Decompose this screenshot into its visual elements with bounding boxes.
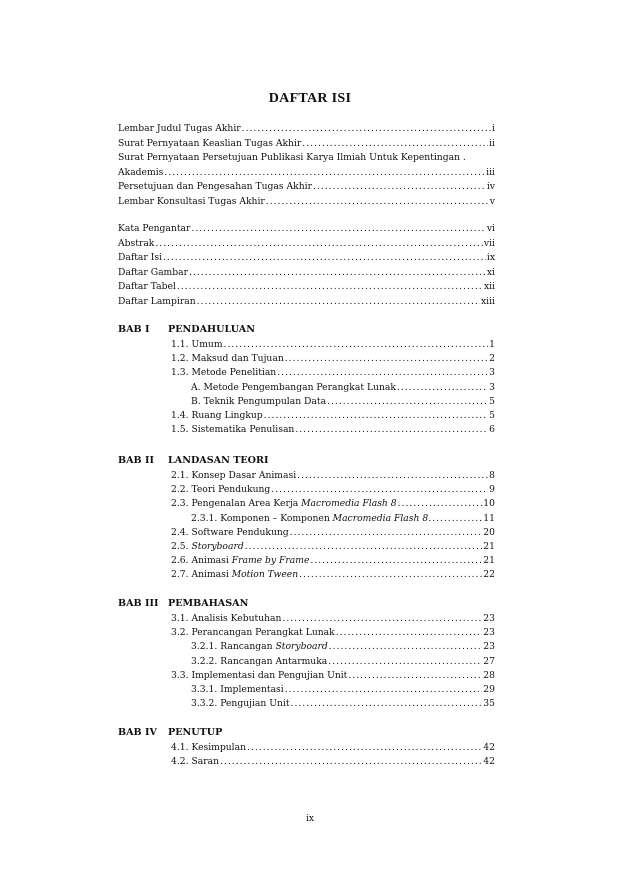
toc-entry <box>118 123 495 135</box>
entry-text-part: Akademis <box>118 166 164 178</box>
entry-page-number: iii <box>486 166 495 178</box>
entry-text-part: 1.1. Umum <box>171 339 223 350</box>
toc-entry <box>118 196 495 208</box>
entry-page-number: v <box>489 196 495 207</box>
leader-dots <box>336 627 483 639</box>
entry-page-number: 42 <box>483 756 495 768</box>
entry-text-suffix: . <box>428 512 432 524</box>
entry-page-number: 21 <box>483 555 495 567</box>
entry-text-part: 2.4. Software Pendukung <box>171 526 289 538</box>
entry-text <box>171 527 289 539</box>
entry-text <box>171 498 397 510</box>
entry-text-part: Daftar Gambar <box>118 266 189 278</box>
toc-entry <box>171 470 495 482</box>
entry-page-number: 8 <box>489 470 495 481</box>
toc-entry <box>171 484 495 496</box>
leader-dots <box>224 339 489 351</box>
toc-entry <box>171 498 495 510</box>
entry-text-part: Lembar Judul Tugas Akhir <box>118 123 241 134</box>
leader-dots <box>310 555 482 567</box>
toc-entry <box>191 684 495 696</box>
entry-text-italic: Macromedia Flash 8 <box>301 498 397 510</box>
entry-page-number: 22 <box>483 569 495 581</box>
leader-dots <box>291 698 483 710</box>
leader-dots <box>397 382 488 394</box>
entry-text-part: B. Teknik Pengumpulan Data <box>191 395 327 407</box>
entry-text <box>118 138 301 150</box>
entry-text-part: Daftar Isi <box>118 252 163 264</box>
leader-dots <box>348 670 482 682</box>
leader-dots <box>271 484 488 496</box>
entry-text <box>118 238 154 250</box>
chapter-heading <box>118 324 255 336</box>
toc-entry <box>171 742 495 754</box>
toc-entry <box>118 281 495 293</box>
entry-text <box>171 367 276 379</box>
entry-page-number: ii <box>489 137 495 149</box>
leader-dots <box>282 613 482 625</box>
entry-page-number: 29 <box>483 684 495 695</box>
entry-text-part: 2.2. Teori Pendukung <box>171 484 271 496</box>
entry-page-number: 3 <box>489 367 495 379</box>
toc-entry <box>171 613 495 625</box>
entry-text <box>171 555 309 567</box>
toc-entry <box>118 181 495 193</box>
toc-entry <box>171 339 495 351</box>
entry-page-number: 35 <box>483 698 495 710</box>
entry-text-part: Kata Pengantar <box>118 223 191 234</box>
entry-text <box>171 756 219 768</box>
entry-text-part: 3.2.1. Rancangan <box>191 641 276 653</box>
entry-text-part: 1.5. Sistematika Penulisan <box>171 424 295 436</box>
toc-entry <box>171 353 495 365</box>
entry-text-part: 1.4. Ruang Lingkup <box>171 410 263 421</box>
entry-page-number: i <box>492 123 495 134</box>
toc-entry <box>191 641 495 653</box>
entry-text <box>171 424 294 436</box>
toc-entry <box>171 756 495 768</box>
entry-text <box>191 641 328 653</box>
entry-text-italic: Storyboard <box>275 641 328 653</box>
entry-page-number: 1 <box>489 339 495 350</box>
entry-text-part: 3.2.2. Rancangan Antarmuka <box>191 655 328 667</box>
entry-text <box>171 410 263 422</box>
entry-text <box>191 513 431 525</box>
leader-dots <box>313 181 486 193</box>
chapter-number: BAB I <box>118 324 150 335</box>
entry-page-number: 6 <box>489 424 495 436</box>
toc-entry <box>171 569 495 581</box>
entry-page-number: 11 <box>483 512 495 524</box>
toc-entry <box>191 382 495 394</box>
entry-page-number: xi <box>486 266 495 278</box>
entry-text <box>191 382 396 394</box>
chapter-title: PEMBAHASAN <box>168 598 249 609</box>
entry-page-number: ix <box>486 252 495 264</box>
entry-page-number: 5 <box>489 410 495 421</box>
entry-text <box>118 252 162 264</box>
entry-page-number: 23 <box>483 627 495 639</box>
chapter-heading <box>118 455 268 467</box>
toc-entry <box>118 223 495 235</box>
entry-text-part: 3.2. Perancangan Perangkat Lunak <box>171 627 335 639</box>
entry-text-part: Abstrak <box>118 237 155 249</box>
entry-text-part: 3.3.2. Pengujian Unit <box>191 698 290 710</box>
leader-dots <box>328 656 482 668</box>
toc-entry <box>118 267 495 279</box>
leader-dots <box>191 223 485 235</box>
entry-text <box>171 627 335 639</box>
entry-page-number: 21 <box>483 541 495 552</box>
entry-text <box>191 684 284 696</box>
entry-text <box>171 569 298 581</box>
leader-dots <box>189 267 486 279</box>
entry-text-part: 2.1. Konsep Dasar Animasi <box>171 470 297 481</box>
entry-text-part: Daftar Tabel <box>118 281 176 293</box>
entry-text <box>191 396 326 408</box>
entry-text-italic: Frame by Frame <box>231 555 310 567</box>
entry-text-part: 1.3. Metode Penelitian <box>171 367 277 379</box>
leader-dots <box>297 470 488 482</box>
chapter-title: LANDASAN TEORI <box>168 455 269 466</box>
page-title: DAFTAR ISI <box>268 91 352 106</box>
toc-entry <box>171 541 495 553</box>
toc-entry <box>191 656 495 668</box>
toc-entry <box>118 296 495 308</box>
toc-entry <box>191 698 495 710</box>
entry-text-italic: Storyboard <box>191 541 244 552</box>
leader-dots <box>295 424 488 436</box>
chapter-heading <box>118 598 248 610</box>
page-number: ix <box>306 814 314 824</box>
toc-entry <box>171 527 495 539</box>
entry-page-number: xii <box>483 281 495 293</box>
entry-text <box>171 742 246 754</box>
entry-text <box>171 670 347 682</box>
entry-text-part: 4.2. Saran <box>171 756 220 768</box>
leader-dots <box>398 498 483 510</box>
leader-dots <box>163 252 486 264</box>
entry-text <box>171 613 281 625</box>
entry-text-italic: Motion Tween <box>231 569 299 581</box>
entry-text-first-line: Surat Pernyataan Persetujuan Publikasi Karya Ilmiah Untuk Kepentingan . <box>118 152 466 164</box>
entry-text <box>118 123 241 135</box>
entry-text-part: Surat Pernyataan Keaslian Tugas Akhir <box>118 137 302 149</box>
chapter-number: BAB IV <box>118 727 157 738</box>
entry-page-number: xiii <box>481 296 495 307</box>
entry-text <box>118 181 312 193</box>
leader-dots <box>285 684 483 696</box>
chapter-number: BAB II <box>118 455 154 466</box>
leader-dots <box>242 123 491 135</box>
toc-entry <box>118 138 495 150</box>
entry-text-part: Persetujuan dan Pengesahan Tugas Akhir <box>118 181 312 193</box>
entry-text <box>191 698 290 710</box>
entry-page-number: vi <box>486 223 495 234</box>
leader-dots <box>266 196 489 208</box>
toc-entry <box>171 410 495 422</box>
entry-text-part: Lembar Konsultasi Tugas Akhir <box>118 196 265 207</box>
entry-text-part: 2.7. Animasi <box>171 569 232 581</box>
entry-text <box>171 484 270 496</box>
leader-dots <box>247 742 482 754</box>
entry-page-number: 42 <box>483 742 495 753</box>
entry-text-part: 4.1. Kesimpulan <box>171 742 247 753</box>
toc-entry <box>171 424 495 436</box>
leader-dots <box>220 756 482 768</box>
leader-dots <box>155 238 483 250</box>
entry-text <box>171 541 244 553</box>
leader-dots <box>327 396 488 408</box>
entry-text-part: A. Metode Pengembangan Perangkat Lunak <box>191 381 396 393</box>
entry-text-italic: Macromedia Flash 8 <box>332 512 429 524</box>
toc-entry <box>171 367 495 379</box>
leader-dots <box>245 541 483 553</box>
toc-entry <box>171 670 495 682</box>
leader-dots <box>277 367 488 379</box>
entry-page-number: 27 <box>483 655 495 667</box>
chapter-number: BAB III <box>118 598 159 609</box>
chapter-title: PENDAHULUAN <box>168 324 255 335</box>
chapter-heading <box>118 727 222 739</box>
entry-text <box>118 167 163 179</box>
entry-page-number: 28 <box>483 669 495 681</box>
entry-page-number: vii <box>483 237 495 249</box>
toc-entry <box>171 555 495 567</box>
entry-text <box>118 281 176 293</box>
entry-text <box>118 296 196 308</box>
entry-text <box>118 196 265 208</box>
leader-dots <box>302 138 488 150</box>
leader-dots <box>197 296 480 308</box>
entry-text-part: 3.3. Implementasi dan Pengujian Unit <box>171 669 348 681</box>
entry-text-part: 2.3.1. Komponen – Komponen <box>191 512 333 524</box>
entry-page-number: 20 <box>483 526 495 538</box>
toc-entry <box>118 167 495 179</box>
leader-dots <box>177 281 483 293</box>
leader-dots <box>285 353 488 365</box>
leader-dots <box>299 569 482 581</box>
leader-dots <box>164 167 485 179</box>
entry-text-part: 2.3. Pengenalan Area Kerja <box>171 498 302 510</box>
entry-page-number: iv <box>486 181 495 193</box>
entry-page-number: 2 <box>489 353 495 365</box>
entry-page-number: 5 <box>489 395 495 407</box>
entry-text-part: 3.3.1. Implementasi <box>191 684 284 695</box>
toc-entry <box>191 396 495 408</box>
leader-dots <box>264 410 488 422</box>
toc-entry <box>118 252 495 264</box>
entry-text <box>118 267 188 279</box>
entry-page-number: 23 <box>483 613 495 624</box>
entry-text <box>171 353 284 365</box>
leader-dots <box>329 641 483 653</box>
entry-text <box>118 223 190 235</box>
leader-dots <box>290 527 483 539</box>
entry-page-number: 3 <box>489 381 495 393</box>
entry-page-number: 9 <box>489 484 495 496</box>
entry-text <box>191 656 327 668</box>
entry-page-number: 23 <box>483 641 495 653</box>
entry-text-part: Daftar Lampiran <box>118 296 196 307</box>
chapter-title: PENUTUP <box>168 727 223 738</box>
entry-text-part: 1.2. Maksud dan Tujuan <box>171 353 284 365</box>
toc-entry <box>191 513 495 525</box>
toc-entry <box>171 627 495 639</box>
entry-text <box>171 470 296 482</box>
entry-page-number: 10 <box>483 498 495 510</box>
entry-text-part: 2.6. Animasi <box>171 555 232 567</box>
entry-text-part: 2.5. <box>171 541 192 552</box>
entry-text <box>171 339 223 351</box>
leader-dots <box>432 513 482 525</box>
entry-text-part: 3.1. Analisis Kebutuhan <box>171 613 282 624</box>
toc-entry <box>118 238 495 250</box>
